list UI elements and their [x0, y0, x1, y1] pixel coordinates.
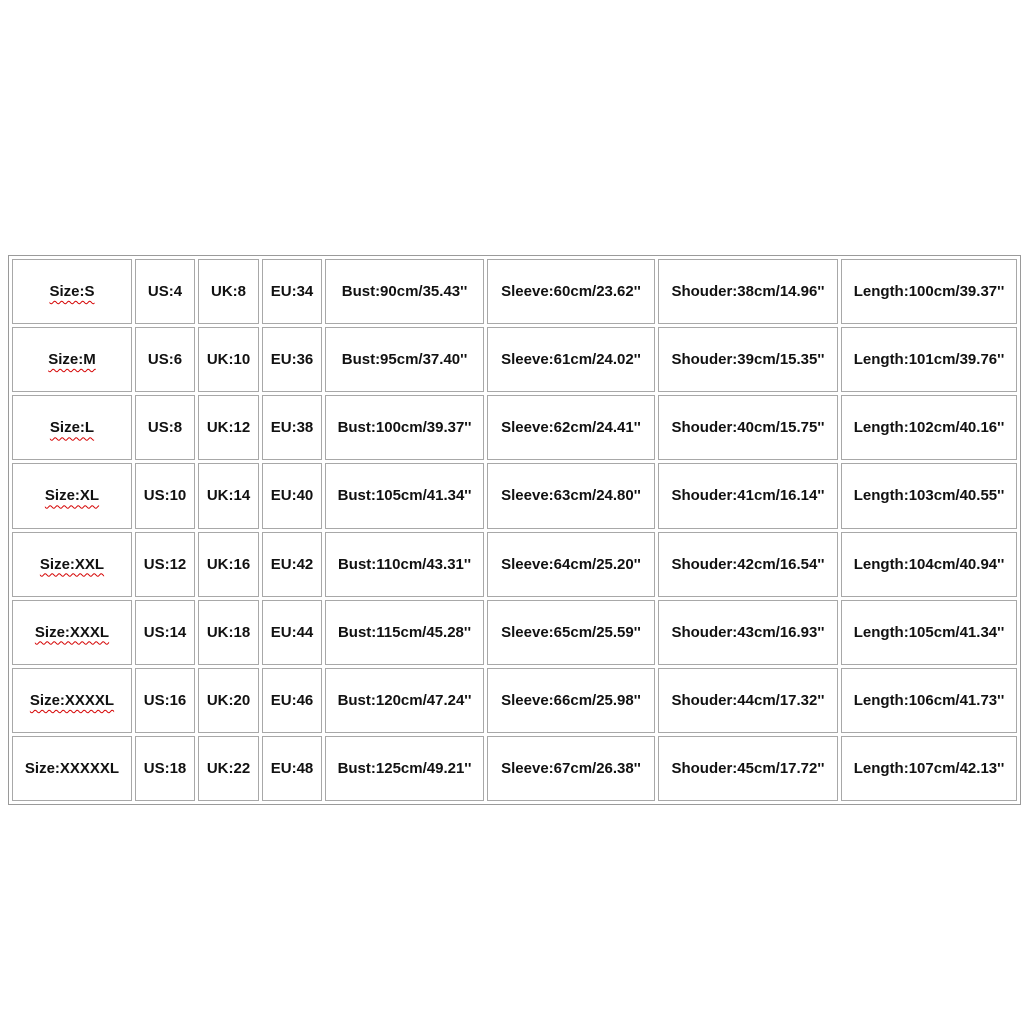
us-size-cell: US:8: [135, 395, 195, 460]
table-row: [12, 395, 1017, 460]
sleeve-cell: Sleeve:60cm/23.62'': [487, 259, 655, 324]
bust-cell: Bust:115cm/45.28'': [325, 600, 484, 665]
us-size-cell: US:6: [135, 327, 195, 392]
us-size-cell: US:4: [135, 259, 195, 324]
uk-size-cell: UK:14: [198, 463, 259, 528]
length-cell: Length:107cm/42.13'': [841, 736, 1017, 801]
size-chart-table: [8, 255, 1021, 805]
bust-cell: Bust:120cm/47.24'': [325, 668, 484, 733]
bust-cell: Bust:100cm/39.37'': [325, 395, 484, 460]
table-row: [12, 600, 1017, 665]
shoulder-cell: Shouder:38cm/14.96'': [658, 259, 838, 324]
length-cell: Length:104cm/40.94'': [841, 532, 1017, 597]
eu-size-cell: EU:38: [262, 395, 322, 460]
shoulder-cell: Shouder:40cm/15.75'': [658, 395, 838, 460]
us-size-cell: US:16: [135, 668, 195, 733]
sleeve-cell: Sleeve:66cm/25.98'': [487, 668, 655, 733]
size-cell: Size:XXL: [12, 532, 132, 597]
bust-cell: Bust:125cm/49.21'': [325, 736, 484, 801]
table-row: [12, 463, 1017, 528]
uk-size-cell: UK:18: [198, 600, 259, 665]
shoulder-cell: Shouder:45cm/17.72'': [658, 736, 838, 801]
size-cell: Size:S: [12, 259, 132, 324]
length-cell: Length:102cm/40.16'': [841, 395, 1017, 460]
table-row: [12, 736, 1017, 801]
length-cell: Length:105cm/41.34'': [841, 600, 1017, 665]
size-cell: Size:M: [12, 327, 132, 392]
us-size-cell: US:18: [135, 736, 195, 801]
eu-size-cell: EU:46: [262, 668, 322, 733]
us-size-cell: US:10: [135, 463, 195, 528]
shoulder-cell: Shouder:44cm/17.32'': [658, 668, 838, 733]
uk-size-cell: UK:8: [198, 259, 259, 324]
size-cell: Size:XXXL: [12, 600, 132, 665]
uk-size-cell: UK:10: [198, 327, 259, 392]
us-size-cell: US:14: [135, 600, 195, 665]
uk-size-cell: UK:20: [198, 668, 259, 733]
shoulder-cell: Shouder:39cm/15.35'': [658, 327, 838, 392]
sleeve-cell: Sleeve:62cm/24.41'': [487, 395, 655, 460]
eu-size-cell: EU:44: [262, 600, 322, 665]
length-cell: Length:100cm/39.37'': [841, 259, 1017, 324]
eu-size-cell: EU:36: [262, 327, 322, 392]
bust-cell: Bust:105cm/41.34'': [325, 463, 484, 528]
bust-cell: Bust:90cm/35.43'': [325, 259, 484, 324]
uk-size-cell: UK:22: [198, 736, 259, 801]
sleeve-cell: Sleeve:67cm/26.38'': [487, 736, 655, 801]
bust-cell: Bust:110cm/43.31'': [325, 532, 484, 597]
size-cell: Size:XXXXXL: [12, 736, 132, 801]
bust-cell: Bust:95cm/37.40'': [325, 327, 484, 392]
us-size-cell: US:12: [135, 532, 195, 597]
table-row: [12, 668, 1017, 733]
table-row: [12, 259, 1017, 324]
uk-size-cell: UK:16: [198, 532, 259, 597]
length-cell: Length:103cm/40.55'': [841, 463, 1017, 528]
sleeve-cell: Sleeve:64cm/25.20'': [487, 532, 655, 597]
sleeve-cell: Sleeve:61cm/24.02'': [487, 327, 655, 392]
size-cell: Size:XL: [12, 463, 132, 528]
eu-size-cell: EU:48: [262, 736, 322, 801]
eu-size-cell: EU:40: [262, 463, 322, 528]
shoulder-cell: Shouder:43cm/16.93'': [658, 600, 838, 665]
length-cell: Length:101cm/39.76'': [841, 327, 1017, 392]
length-cell: Length:106cm/41.73'': [841, 668, 1017, 733]
table-row: [12, 327, 1017, 392]
shoulder-cell: Shouder:42cm/16.54'': [658, 532, 838, 597]
sleeve-cell: Sleeve:65cm/25.59'': [487, 600, 655, 665]
eu-size-cell: EU:34: [262, 259, 322, 324]
size-cell: Size:XXXXL: [12, 668, 132, 733]
shoulder-cell: Shouder:41cm/16.14'': [658, 463, 838, 528]
table-row: [12, 532, 1017, 597]
size-cell: Size:L: [12, 395, 132, 460]
uk-size-cell: UK:12: [198, 395, 259, 460]
sleeve-cell: Sleeve:63cm/24.80'': [487, 463, 655, 528]
eu-size-cell: EU:42: [262, 532, 322, 597]
